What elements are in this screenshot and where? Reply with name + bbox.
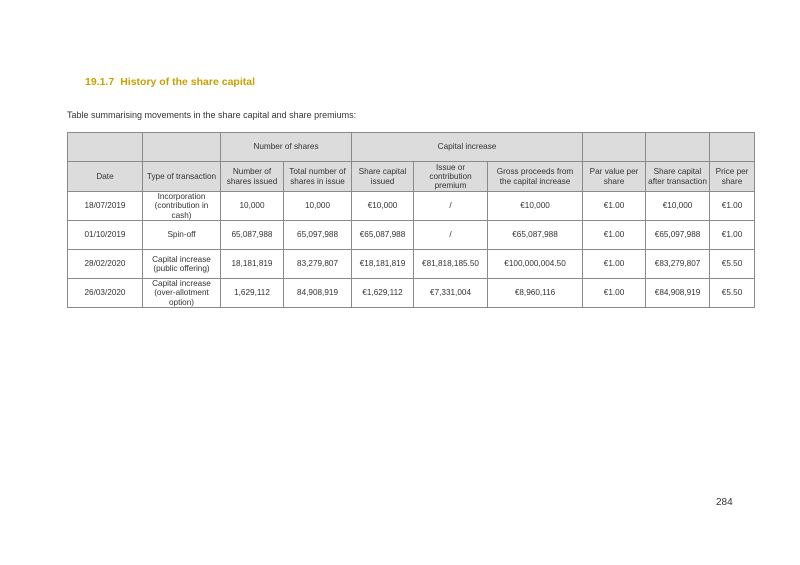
cell-gross-proceeds: €10,000 [488,192,583,221]
cell-premium: / [414,192,488,221]
cell-date: 01/10/2019 [68,221,143,250]
cell-premium: €81,818,185.50 [414,250,488,279]
cell-total-shares: 10,000 [284,192,352,221]
group-header-row [68,133,755,162]
group-header-empty [583,133,646,162]
group-header-empty [646,133,710,162]
cell-capital-issued: €18,181,819 [352,250,414,279]
cell-shares-issued: 65,087,988 [221,221,284,250]
group-header-empty [68,133,143,162]
table-row [68,221,755,250]
section-heading [85,76,255,88]
share-capital-history-table [67,132,755,308]
column-header-total-shares: Total number of shares in issue [284,162,352,192]
table-row [68,250,755,279]
column-header-par-value: Par value per share [583,162,646,192]
cell-capital-after: €65,097,988 [646,221,710,250]
column-header-capital-issued: Share capital issued [352,162,414,192]
group-header-empty [143,133,221,162]
cell-shares-issued: 18,181,819 [221,250,284,279]
column-header-premium: Issue or contribution premium [414,162,488,192]
cell-capital-after: €83,279,807 [646,250,710,279]
cell-premium: / [414,221,488,250]
section-title: History of the share capital [120,76,255,88]
table-row [68,279,755,308]
cell-date: 18/07/2019 [68,192,143,221]
cell-type: Capital increase (over-allotment option) [143,279,221,308]
page-number: 284 [716,497,733,508]
cell-total-shares: 84,908,919 [284,279,352,308]
cell-date: 28/02/2020 [68,250,143,279]
cell-type: Spin-off [143,221,221,250]
cell-gross-proceeds: €65,087,988 [488,221,583,250]
column-header-type: Type of transaction [143,162,221,192]
column-header-price: Price per share [710,162,755,192]
cell-total-shares: 83,279,807 [284,250,352,279]
cell-price: €1.00 [710,192,755,221]
group-header-number-of-shares: Number of shares [221,133,352,162]
group-header-empty [710,133,755,162]
cell-price: €1.00 [710,221,755,250]
cell-gross-proceeds: €100,000,004.50 [488,250,583,279]
cell-shares-issued: 1,629,112 [221,279,284,308]
table-row [68,192,755,221]
cell-type: Incorporation (contribution in cash) [143,192,221,221]
cell-capital-issued: €10,000 [352,192,414,221]
section-number: 19.1.7 [85,76,115,88]
column-header-date: Date [68,162,143,192]
table-intro: Table summarising movements in the share capital and share premiums: [67,110,357,120]
group-header-capital-increase: Capital increase [352,133,583,162]
cell-par-value: €1.00 [583,221,646,250]
cell-par-value: €1.00 [583,279,646,308]
cell-date: 26/03/2020 [68,279,143,308]
cell-total-shares: 65,097,988 [284,221,352,250]
cell-par-value: €1.00 [583,250,646,279]
cell-price: €5.50 [710,279,755,308]
column-header-capital-after: Share capital after transaction [646,162,710,192]
cell-gross-proceeds: €8,960,116 [488,279,583,308]
column-header-gross-proceeds: Gross proceeds from the capital increase [488,162,583,192]
cell-price: €5.50 [710,250,755,279]
column-header-shares-issued: Number of shares issued [221,162,284,192]
cell-capital-issued: €65,087,988 [352,221,414,250]
cell-shares-issued: 10,000 [221,192,284,221]
cell-premium: €7,331,004 [414,279,488,308]
cell-capital-issued: €1,629,112 [352,279,414,308]
cell-type: Capital increase (public offering) [143,250,221,279]
column-header-row [68,162,755,192]
cell-capital-after: €84,908,919 [646,279,710,308]
cell-par-value: €1.00 [583,192,646,221]
cell-capital-after: €10,000 [646,192,710,221]
